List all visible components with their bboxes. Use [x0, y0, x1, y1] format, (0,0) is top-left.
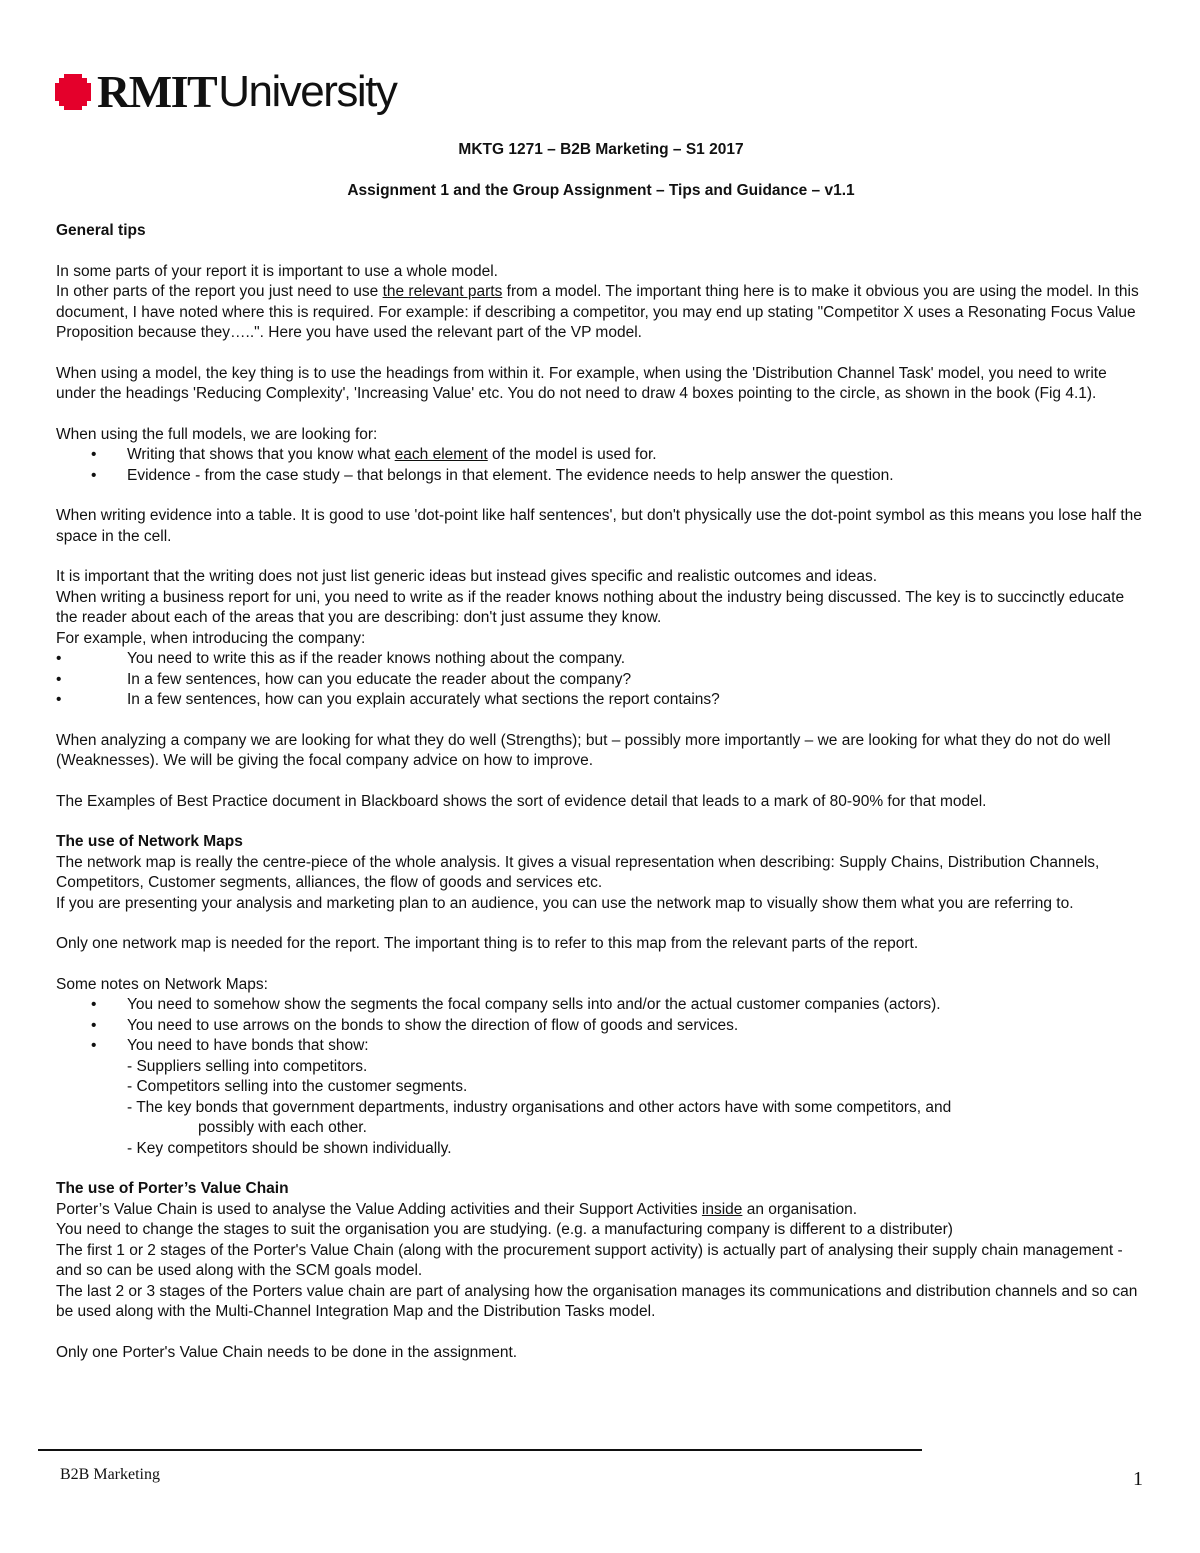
paragraph: Only one Porter's Value Chain needs to be done in the assignment.: [56, 1343, 518, 1361]
sub-item: - Key competitors should be shown individually.: [127, 1139, 452, 1157]
list-item: • You need to somehow show the segments the focal company sells into and/or the actual customer companies (actors).: [56, 995, 1146, 1016]
rmit-pixel-mark-icon: [55, 74, 91, 110]
sub-item: - The key bonds that government departments, industry organisations and other actors have with some competitors, and: [127, 1098, 952, 1116]
sub-item: - Competitors selling into the customer segments.: [127, 1078, 468, 1095]
paragraph: When using the full models, we are looking for:: [56, 425, 378, 443]
paragraph: Only one network map is needed for the report. The important thing is to refer to this map from the relevant parts of the report.: [56, 935, 919, 952]
paragraph: It is important that the writing does not just list generic ideas but instead gives specific and realistic outcomes and ideas.: [56, 568, 878, 585]
list-item: • In a few sentences, how can you explain accurately what sections the report contains?: [56, 690, 1146, 711]
sub-item-continuation: possibly with each other.: [198, 1119, 367, 1136]
bullet-icon: •: [56, 650, 62, 667]
paragraph: The Examples of Best Practice document in Blackboard shows the sort of evidence detail that leads to a mark of 80-90% for that model.: [56, 792, 987, 810]
paragraph: For example, when introducing the company:: [56, 629, 366, 647]
bullet-icon: •: [56, 691, 62, 708]
bullet-icon: •: [91, 466, 97, 484]
footer-divider: [38, 1449, 922, 1451]
paragraph: Some notes on Network Maps:: [56, 975, 268, 993]
bullet-list: [56, 649, 1146, 711]
list-item: • In a few sentences, how can you educate the reader about the company?: [56, 670, 1146, 691]
list-item: • Writing that shows that you know what each element of the model is used for.: [56, 445, 1146, 466]
logo-brand-university: University: [218, 67, 397, 116]
page-number: 1: [1133, 1468, 1143, 1490]
course-title: MKTG 1271 – B2B Marketing – S1 2017: [458, 141, 744, 158]
paragraph: You need to change the stages to suit the organisation you are studying. (e.g. a manufacturing company is different to a distributer): [56, 1221, 953, 1238]
footer-course-name: B2B Marketing: [60, 1466, 160, 1483]
bullet-icon: •: [56, 670, 62, 688]
list-item: • You need to use arrows on the bonds to show the direction of flow of goods and services.: [56, 1016, 1146, 1037]
paragraph: The network map is really the centre-piece of the whole analysis. It gives a visual representation when describing: Supply Chains, Distribution Channels, Competitors, Customer segments, alliances, the flow of goods and services etc.: [56, 853, 1100, 891]
document-body: [56, 140, 1146, 1363]
bullet-icon: •: [91, 1016, 97, 1034]
paragraph: When writing evidence into a table. It is good to use 'dot-point like half sentences', but don't physically use the dot-point symbol as this means you lose half the space in the cell.: [56, 507, 1142, 545]
bullet-list: [56, 445, 1146, 486]
section-heading-general-tips: General tips: [56, 222, 146, 239]
list-item: • You need to have bonds that show:: [56, 1036, 1146, 1057]
paragraph: If you are presenting your analysis and marketing plan to an audience, you can use the network map to visually show them what you are referring to.: [56, 894, 1074, 912]
sub-item: - Suppliers selling into competitors.: [127, 1057, 368, 1075]
paragraph: In some parts of your report it is important to use a whole model.: [56, 262, 498, 280]
section-heading-porters-value-chain: The use of Porter’s Value Chain: [56, 1180, 289, 1197]
paragraph: Porter’s Value Chain is used to analyse the Value Adding activities and their Support Activities inside an organisation.: [56, 1200, 858, 1218]
bullet-icon: •: [91, 446, 97, 463]
paragraph: When analyzing a company we are looking for what they do well (Strengths); but – possibly more importantly – we are looking for what they do not do well (Weaknesses). We will be giving the focal company advice on how to improve.: [56, 731, 1111, 769]
paragraph: In other parts of the report you just need to use the relevant parts from a model. The important thing here is to make it obvious you are using the model. In this document, I have noted where this is required. For example: if describing a competitor, you may end up stating "Competitor X uses a Resonating Focus Value Proposition because they…..". Here you have used the relevant part of the VP model.: [56, 283, 1139, 341]
rmit-logo: [55, 64, 396, 120]
list-item: • You need to write this as if the reader knows nothing about the company.: [56, 649, 1146, 670]
paragraph: The last 2 or 3 stages of the Porters value chain are part of analysing how the organisation manages its communications and distribution channels and so can be used along with the Multi-Channel Integration Map and the Distribution Tasks model.: [56, 1282, 1138, 1320]
paragraph: When writing a business report for uni, you need to write as if the reader knows nothing about the industry being discussed. The key is to succinctly educate the reader about each of the areas that you are describing: don't just assume they know.: [56, 588, 1125, 626]
paragraph: When using a model, the key thing is to use the headings from within it. For example, when using the 'Distribution Channel Task' model, you need to write under the headings 'Reducing Complexity', 'Increasing Value' etc. You do not need to draw 4 boxes pointing to the circle, as shown in the book (Fig 4.1).: [56, 364, 1107, 402]
paragraph: The first 1 or 2 stages of the Porter's Value Chain (along with the procurement support activity) is actually part of analysing their supply chain management - and so can be used along with the SCM goals model.: [56, 1241, 1123, 1279]
bullet-list: [56, 995, 1146, 1057]
list-item: • Evidence - from the case study – that belongs in that element. The evidence needs to help answer the question.: [56, 466, 1146, 487]
logo-brand-rmit: RMIT: [97, 66, 217, 117]
section-heading-network-maps: The use of Network Maps: [56, 833, 243, 850]
document-title: Assignment 1 and the Group Assignment – Tips and Guidance – v1.1: [347, 181, 855, 199]
bullet-icon: •: [91, 1037, 97, 1054]
bullet-icon: •: [91, 996, 97, 1013]
